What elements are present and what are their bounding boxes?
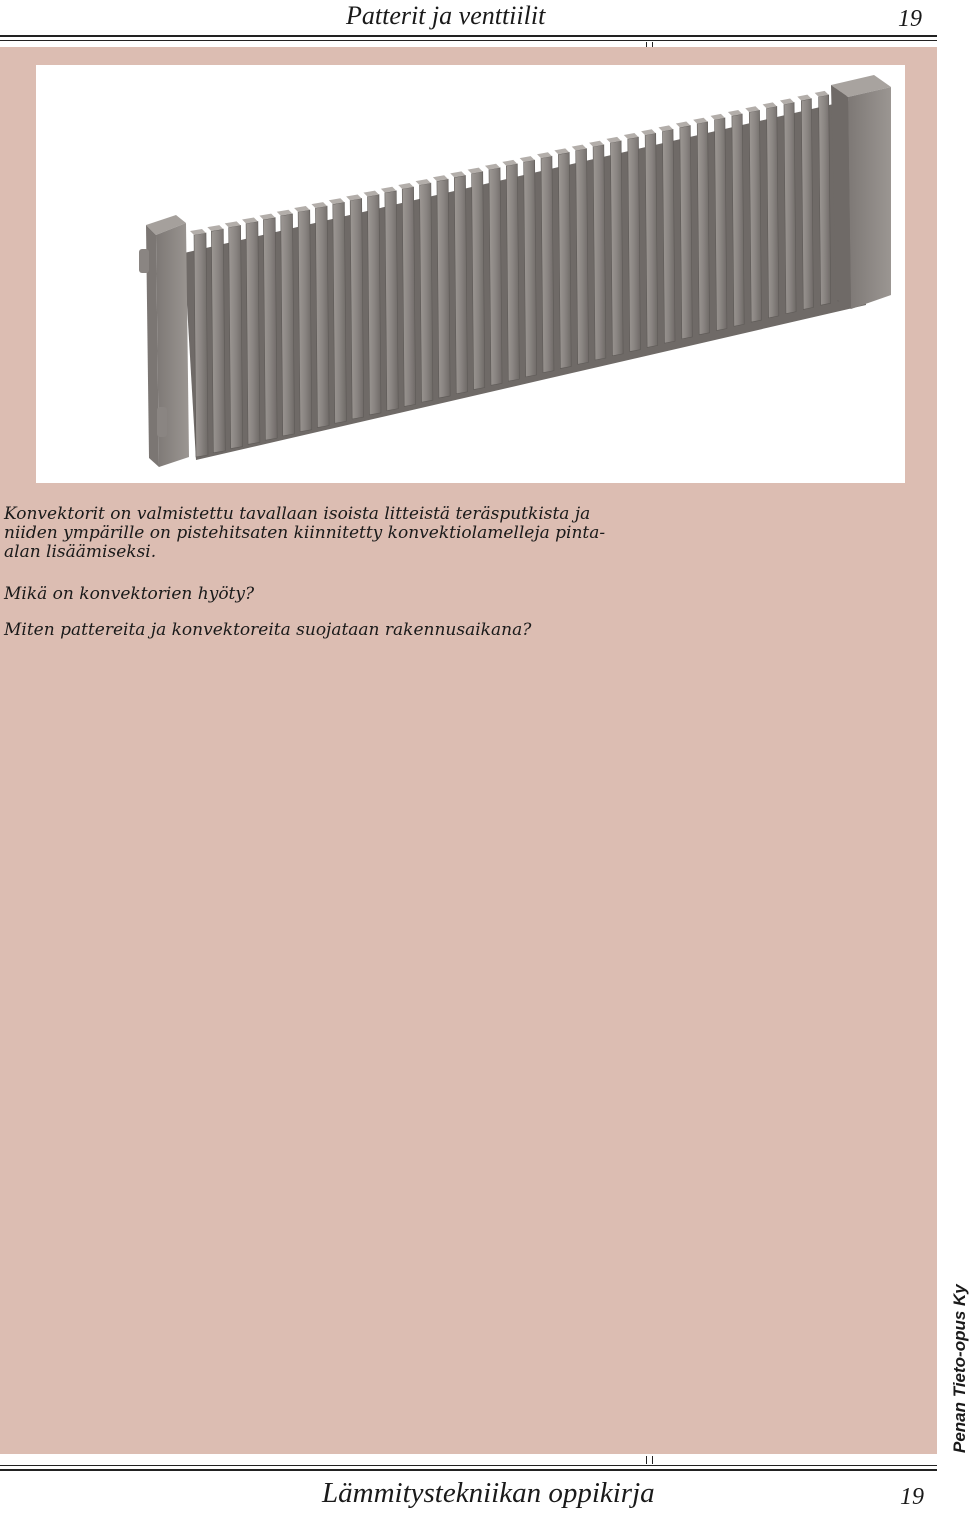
radiator-fin: [489, 168, 502, 386]
radiator-fin: [524, 160, 537, 377]
radiator-fin: [715, 118, 727, 331]
radiator-fin: [298, 210, 312, 432]
radiator-fin: [333, 202, 347, 423]
paragraph-line: alan lisäämiseksi.: [4, 542, 157, 562]
radiator-fin: [697, 122, 709, 335]
radiator-fin: [506, 164, 519, 381]
book-title: Lämmitystekniikan oppikirja: [322, 1477, 655, 1509]
left-pipe-stub: [157, 407, 167, 437]
radiator-fin: [610, 141, 623, 356]
footer-tick: [652, 1456, 653, 1464]
radiator-fin: [454, 175, 467, 393]
radiator-illustration: [36, 65, 905, 483]
page-footer-number: 19: [900, 1484, 924, 1510]
header-rule-thin: [0, 40, 937, 41]
radiator-figure: [36, 65, 905, 483]
radiator-fin: [420, 183, 433, 402]
radiator-fin: [801, 99, 813, 310]
radiator-fin: [368, 195, 381, 415]
question-2: Miten pattereita ja konvektoreita suojataan rakennusaikana?: [4, 620, 532, 640]
radiator-fin: [819, 95, 831, 305]
left-pipe-stub: [139, 249, 149, 273]
footer-rule-thin: [0, 1465, 937, 1466]
radiator-fin: [246, 221, 260, 444]
radiator-fin: [593, 145, 606, 360]
radiator-fin: [402, 187, 415, 406]
radiator-fin: [472, 172, 485, 390]
question-1: Mikä on konvektorien hyöty?: [4, 584, 255, 604]
radiator-fin: [645, 133, 658, 347]
radiator-fin: [229, 225, 243, 448]
radiator-fin: [211, 229, 225, 453]
publisher-vertical-label: Penan Tieto-opus Ky: [950, 1284, 969, 1453]
radiator-right-cap: [848, 87, 891, 309]
radiator-fin: [732, 114, 744, 326]
header-rule-thick: [0, 35, 937, 37]
radiator-fin: [437, 179, 450, 398]
page-header-number: 19: [898, 6, 922, 32]
radiator-fin: [385, 191, 398, 411]
radiator-fin: [281, 214, 295, 436]
radiator-fin: [350, 198, 364, 419]
footer-rule-thick: [0, 1469, 937, 1471]
body-paragraph: [4, 505, 654, 562]
radiator-fin: [767, 106, 779, 318]
radiator-fin: [541, 156, 554, 372]
footer-tick: [646, 1456, 647, 1464]
radiator-fin: [263, 218, 277, 440]
page-header-title: Patterit ja venttiilit: [346, 1, 546, 30]
radiator-fin: [680, 126, 692, 339]
paragraph-line: Konvektorit on valmistettu tavallaan isoista litteistä teräsputkista ja: [4, 504, 591, 524]
radiator-fin: [784, 103, 796, 314]
radiator-fin: [662, 129, 675, 343]
radiator-fin: [558, 152, 571, 368]
radiator-fin: [315, 206, 329, 427]
radiator-fin: [576, 149, 589, 365]
paragraph-line: niiden ympärille on pistehitsaten kiinnitetty konvektiolamelleja pinta-: [4, 523, 606, 543]
radiator-fin: [628, 137, 641, 352]
radiator-fin: [749, 110, 761, 322]
radiator-fin: [194, 233, 208, 457]
